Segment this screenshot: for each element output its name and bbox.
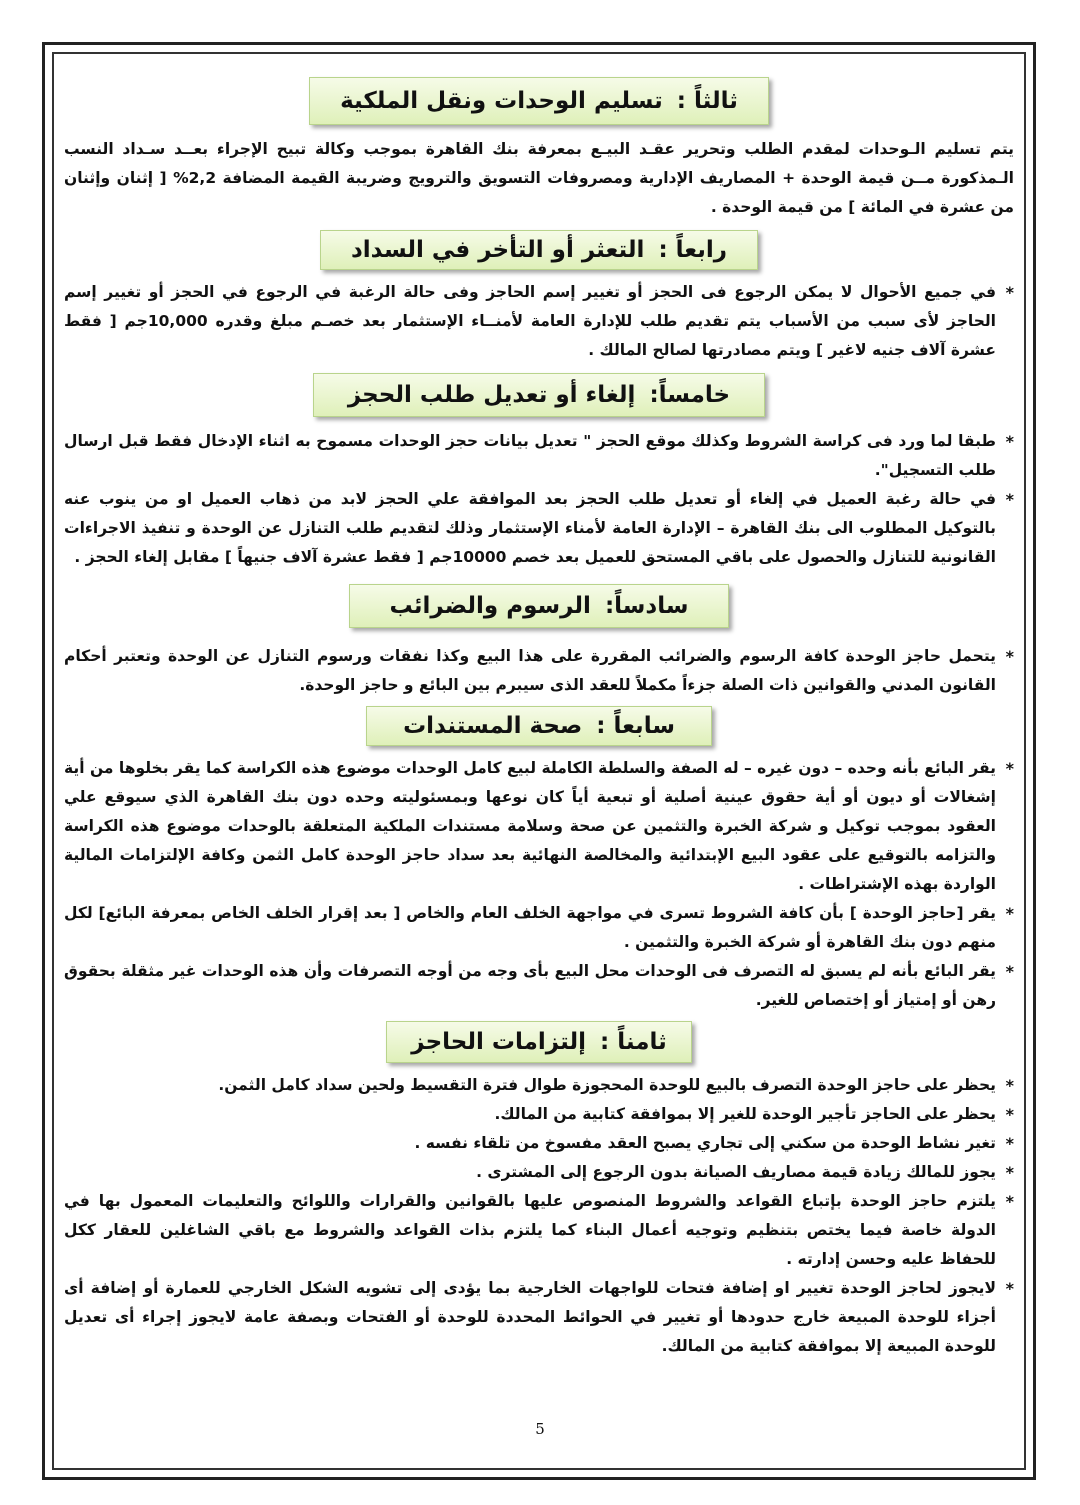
bullet-mark: * — [1005, 432, 1014, 451]
list-item — [64, 754, 1014, 899]
list-item — [64, 278, 1014, 365]
list-item-text: في جميع الأحوال لا يمكن الرجوع فى الحجز أو تغيير إسم الحاجز وفى حالة الرغبة في الرجوع في الحجز أو تغيير إسم الحاجز لأى سبب من الأسباب يتم تقديم طلب للإدارة العامة لأمنــاء الإستثمار بعد خصـم مبلغ وقدره 10,000جم [ فقط عشرة آلاف جنيه لاغير ] ويتم مصادرتها لصالح المالك . — [64, 283, 996, 359]
list-item — [64, 642, 1014, 700]
bullet-mark: * — [1005, 490, 1014, 509]
section-heading — [349, 584, 730, 628]
list-item — [64, 1274, 1014, 1361]
list-item-text: طبقا لما ورد فى كراسة الشروط وكذلك موقع الحجز " تعديل بيانات حجز الوحدات مسموح به اثناء الإدخال فقط قبل ارسال طلب التسجيل". — [64, 432, 996, 479]
section-heading — [313, 373, 765, 417]
section-4 — [64, 230, 1014, 270]
bullet-mark: * — [1005, 759, 1014, 778]
section-number: ثالثاً : — [676, 88, 738, 114]
list-item — [64, 427, 1014, 485]
list-item — [64, 1187, 1014, 1274]
list-item-text: يجوز للمالك زيادة قيمة مصاريف الصيانة بدون الرجوع إلى المشترى . — [476, 1163, 996, 1181]
bullet-mark: * — [1005, 1279, 1014, 1298]
page-number: 5 — [535, 1420, 545, 1438]
section-6 — [64, 584, 1014, 628]
list-item — [64, 485, 1014, 572]
list-item-text: يقر البائع بأنه وحده – دون غيره – له الصفة والسلطة الكاملة لبيع كامل الوحدات موضوع هذه الكراسة كما يقر بخلوها من أية إشغالات أو ديون أو أية حقوق عينية أصلية أو تبعية أياً كان نوعها وبمسئوليته وحده دون بنك القاهرة الذي سيوقع علي العقود بموجب توكيل و شركة الخبرة والتثمين عن صحة وسلامة مستندات الملكية المتعلقة بالوحدات موضوع هذه الكراسة والتزامه بالتوقيع على عقود البيع الإبتدائية والمخالصة النهائية بعد سداد حاجز الوحدة كامل الثمن وكافة الإلتزامات المالية الواردة بهذه الإشتراطات . — [64, 759, 996, 893]
list-item-text: يلتزم حاجز الوحدة بإتباع القواعد والشروط المنصوص عليها بالقوانين والقرارات واللوائح والتعليمات المعمول بها في الدولة خاصة فيما يختص بتنظيم وتوجيه أعمال البناء كما يلتزم بذات القواعد والشروط مع باقي الشاغلين للعقار ككل للحفاظ عليه وحسن إدارته . — [64, 1192, 996, 1268]
section-title: إلتزامات الحاجز — [411, 1029, 586, 1055]
section-7 — [64, 706, 1014, 746]
list-item-text: يقر [حاجز الوحدة ] بأن كافة الشروط تسرى في مواجهة الخلف العام والخاص [ بعد إقرار الخلف الخاص بمعرفة البائع] لكل منهم دون بنك القاهرة أو شركة الخبرة والتثمين . — [64, 904, 996, 951]
list-item — [64, 1158, 1014, 1187]
section-3 — [64, 77, 1014, 125]
document-body — [64, 62, 1014, 1361]
section-heading — [309, 77, 769, 125]
section-5 — [64, 373, 1014, 417]
list-item-text: يتحمل حاجز الوحدة كافة الرسوم والضرائب المقررة على هذا البيع وكذا نفقات ورسوم التنازل عن الوحدة وتعتبر أحكام القانون المدني والقوانين ذات الصلة جزءاً مكملاً للعقد الذى سيبرم بين البائع و حاجز الوحدة. — [64, 647, 996, 694]
list-item — [64, 957, 1014, 1015]
list-item-text: لايجوز لحاجز الوحدة تغيير او إضافة فتحات للواجهات الخارجية بما يؤدى إلى تشويه الشكل الخارجي للعمارة أو إضافة أى أجزاء للوحدة المبيعة خارج حدودها أو تغيير في الحوائط المحددة للوحدة أو الفتحات وبصفة عامة لايجوز إجراء أى تعديل للوحدة المبيعة إلا بموافقة كتابية من المالك. — [64, 1279, 996, 1355]
list-item-text: يحظر على حاجز الوحدة التصرف بالبيع للوحدة المحجوزة طوال فترة التقسيط ولحين سداد كامل الثمن. — [218, 1076, 996, 1094]
list-item — [64, 1129, 1014, 1158]
bullet-mark: * — [1005, 1105, 1014, 1124]
bullet-mark: * — [1005, 1192, 1014, 1211]
bullet-mark: * — [1005, 647, 1014, 666]
section-heading — [320, 230, 758, 270]
list-item-text: في حالة رغبة العميل في إلغاء أو تعديل طلب الحجز بعد الموافقة علي الحجز لابد من ذهاب العميل او من ينوب عنه بالتوكيل المطلوب الى بنك القاهرة – الإدارة العامة لأمناء الإستثمار وذلك لتقديم طلب التنازل عن الوحدة و تنفيذ الاجراءات القانونية للتنازل والحصول على باقي المستحق للعميل بعد خصم 10000جم [ فقط عشرة آلاف جنيهاً ] مقابل إلغاء الحجز . — [64, 490, 996, 566]
section-number: خامساً: — [649, 382, 731, 408]
section-heading — [386, 1021, 691, 1063]
bullet-mark: * — [1005, 1134, 1014, 1153]
section-title: تسليم الوحدات ونقل الملكية — [340, 88, 663, 114]
section-number: رابعاً : — [658, 237, 728, 263]
list-item — [64, 899, 1014, 957]
section-title: التعثر أو التأخر في السداد — [350, 237, 645, 263]
bullet-mark: * — [1005, 1163, 1014, 1182]
bullet-mark: * — [1005, 962, 1014, 981]
list-item-text: يقر البائع بأنه لم يسبق له التصرف فى الوحدات محل البيع بأى وجه من أوجه التصرفات وأن هذه الوحدات غير مثقلة بحقوق رهن أو إمتياز أو إختصاص للغير. — [64, 962, 996, 1009]
section-heading — [366, 706, 712, 746]
list-item — [64, 1071, 1014, 1100]
section-paragraph: يتم تسليم الـوحدات لمقدم الطلب وتحرير عقـد البيـع بمعرفة بنك القاهرة بموجب وكالة تبيح الإجراء بعــد سـداد النسب الـمذكورة مــن قيمة الوحدة + المصاريف الإدارية ومصروفات التسويق والترويج وضريبة القيمة المضافة 2,2% [ إثنان وإثنان من عشرة في المائة ] من قيمة الوحدة . — [64, 140, 1014, 216]
section-title: صحة المستندات — [403, 713, 583, 739]
bullet-mark: * — [1005, 1076, 1014, 1095]
section-title: الرسوم والضرائب — [389, 593, 591, 619]
section-number: سادساً: — [604, 593, 689, 619]
bullet-mark: * — [1005, 283, 1014, 302]
bullet-mark: * — [1005, 904, 1014, 923]
section-number: ثامناً : — [599, 1029, 667, 1055]
list-item-text: يحظر على الحاجز تأجير الوحدة للغير إلا بموافقة كتابية من المالك. — [494, 1105, 996, 1123]
section-title: إلغاء أو تعديل طلب الحجز — [347, 382, 636, 408]
list-item — [64, 1100, 1014, 1129]
section-number: سابعاً : — [596, 713, 675, 739]
list-item-text: تغير نشاط الوحدة من سكني إلى تجاري يصبح العقد مفسوخ من تلقاء نفسه . — [414, 1134, 996, 1152]
section-8 — [64, 1021, 1014, 1063]
